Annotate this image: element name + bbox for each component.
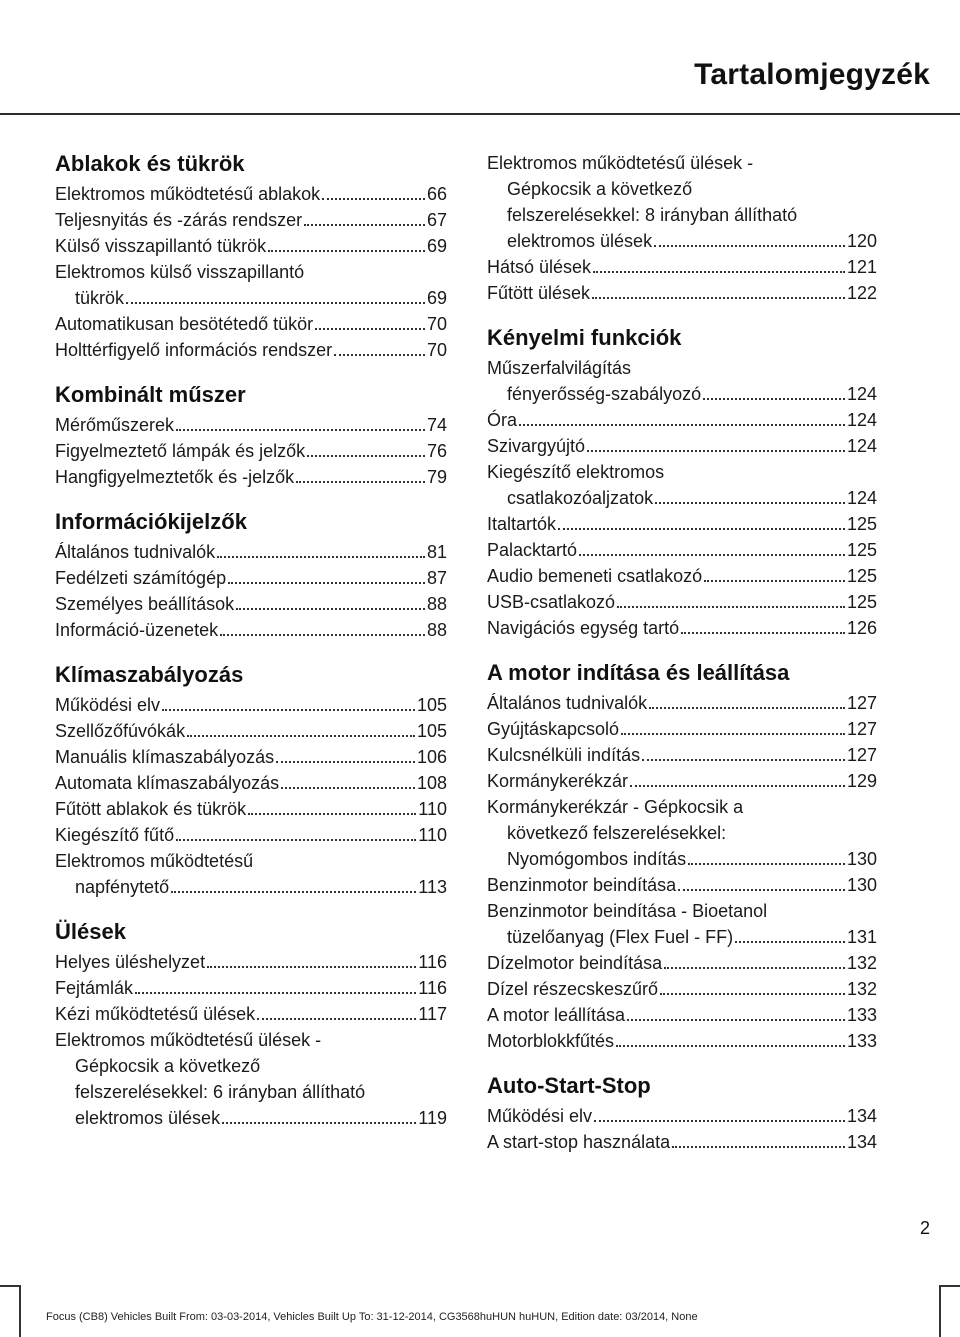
entry-title-line: Kulcsnélküli indítás — [487, 745, 641, 765]
toc-entry[interactable] — [487, 1103, 877, 1129]
toc-entry[interactable] — [487, 537, 877, 563]
toc-section — [55, 381, 447, 490]
entry-row — [55, 285, 447, 311]
entry-row — [487, 924, 877, 950]
entry-page-number: 70 — [426, 340, 447, 360]
dot-leader — [594, 1120, 845, 1122]
page-title: Tartalomjegyzék — [694, 58, 930, 91]
dot-leader — [228, 582, 425, 584]
entry-title-line: tüzelőanyag (Flex Fuel - FF) — [507, 927, 734, 947]
entry-title-line: Dízel részecskeszűrő — [487, 979, 659, 999]
entry-page-number: 124 — [846, 436, 877, 456]
dot-leader — [617, 606, 845, 608]
entry-page-number: 88 — [426, 620, 447, 640]
toc-entry[interactable] — [487, 459, 877, 511]
entry-row — [55, 412, 447, 438]
entry-title-line: Elektromos működtetésű ülések - — [487, 153, 754, 173]
entry-row — [487, 563, 877, 589]
entry-row — [55, 539, 447, 565]
entry-title-line: Benzinmotor beindítása - Bioetanol — [487, 901, 768, 921]
section-heading: Auto-Start-Stop — [487, 1073, 651, 1098]
entry-page-number: 74 — [426, 415, 447, 435]
dot-leader — [307, 455, 425, 457]
entry-title-line: Fedélzeti számítógép — [55, 568, 227, 588]
entry-row — [487, 716, 877, 742]
entry-page-number: 127 — [846, 719, 877, 739]
entry-title-line: Kiegészítő elektromos — [487, 462, 665, 482]
dot-leader — [276, 761, 415, 763]
dot-leader — [587, 450, 845, 452]
dot-leader — [630, 785, 845, 787]
entry-page-number: 105 — [416, 721, 447, 741]
toc-entry[interactable] — [487, 872, 877, 898]
dot-leader — [621, 733, 845, 735]
entry-page-number: 124 — [846, 384, 877, 404]
entry-page-number: 127 — [846, 693, 877, 713]
entry-page-number: 66 — [426, 184, 447, 204]
toc-entry[interactable] — [55, 796, 447, 822]
entry-title-line: Manuális klímaszabályozás — [55, 747, 275, 767]
entry-title-line: Személyes beállítások — [55, 594, 235, 614]
entry-title-line: Elektromos működtetésű — [55, 851, 254, 871]
section-heading: Kombinált műszer — [55, 382, 246, 407]
toc-entry[interactable] — [487, 150, 877, 254]
section-heading: Klímaszabályozás — [55, 662, 244, 687]
toc-section — [487, 659, 877, 1054]
section-heading: Ülések — [55, 919, 126, 944]
entry-title-line: Szivargyújtó — [487, 436, 586, 456]
entry-page-number: 124 — [846, 488, 877, 508]
entry-page-number: 125 — [846, 566, 877, 586]
toc-entry[interactable] — [487, 615, 877, 641]
toc-entry[interactable] — [55, 949, 447, 975]
entry-row — [55, 337, 447, 363]
entry-title-line: Működési elv — [55, 695, 161, 715]
entry-row — [55, 207, 447, 233]
entry-page-number: 124 — [846, 410, 877, 430]
dot-leader — [171, 891, 416, 893]
entry-title-line: A start-stop használata — [487, 1132, 671, 1152]
section-heading: Kényelmi funkciók — [487, 325, 682, 350]
toc-entry[interactable] — [487, 1028, 877, 1054]
entry-title-line: Dízelmotor beindítása — [487, 953, 663, 973]
entry-page-number: 116 — [418, 978, 447, 998]
entry-row — [55, 565, 447, 591]
entry-row — [487, 589, 877, 615]
dot-leader — [281, 787, 415, 789]
entry-title-line: Figyelmeztető lámpák és jelzők — [55, 441, 306, 461]
entry-page-number: 117 — [418, 1004, 447, 1024]
entry-page-number: 130 — [846, 875, 877, 895]
entry-row — [487, 690, 877, 716]
entry-row — [55, 770, 447, 796]
toc-entry[interactable] — [55, 259, 447, 311]
toc-entry[interactable] — [55, 311, 447, 337]
entry-row — [55, 438, 447, 464]
toc-column-right — [487, 150, 877, 1173]
entry-row — [487, 381, 877, 407]
toc-entry[interactable] — [55, 848, 447, 900]
entry-row — [487, 742, 877, 768]
toc-entry[interactable] — [55, 438, 447, 464]
entry-page-number: 110 — [418, 825, 447, 845]
toc-entry[interactable] — [55, 975, 447, 1001]
entry-title-line: napfénytető — [75, 877, 170, 897]
entry-page-number: 116 — [418, 952, 447, 972]
toc-entry[interactable] — [55, 565, 447, 591]
entry-title-line: Műszerfalvilágítás — [487, 358, 632, 378]
toc-entry[interactable] — [55, 539, 447, 565]
toc-entry[interactable] — [487, 716, 877, 742]
dot-leader — [579, 554, 845, 556]
entry-title-line: Gyújtáskapcsoló — [487, 719, 620, 739]
dot-leader — [649, 707, 845, 709]
entry-title-line: felszerelésekkel: 8 irányban állítható — [507, 205, 798, 225]
entry-row — [487, 976, 877, 1002]
dot-leader — [162, 709, 415, 711]
entry-page-number: 88 — [426, 594, 447, 614]
dot-leader — [296, 481, 425, 483]
entry-row — [55, 822, 447, 848]
toc-entry[interactable] — [55, 718, 447, 744]
entry-page-number: 133 — [846, 1031, 877, 1051]
toc-entry[interactable] — [487, 1002, 877, 1028]
dot-leader — [268, 250, 425, 252]
entry-title-line: elektromos ülések — [75, 1108, 221, 1128]
entry-page-number: 125 — [846, 592, 877, 612]
entry-row — [487, 537, 877, 563]
entry-page-number: 132 — [846, 979, 877, 999]
dot-leader — [678, 889, 845, 891]
entry-row — [487, 615, 877, 641]
entry-page-number: 113 — [418, 877, 447, 897]
toc-entry[interactable] — [487, 280, 877, 306]
entry-page-number: 81 — [426, 542, 447, 562]
dot-leader — [558, 528, 845, 530]
toc-entry[interactable] — [55, 617, 447, 643]
section-heading: Ablakok és tükrök — [55, 151, 245, 176]
entry-page-number: 134 — [846, 1106, 877, 1126]
crop-mark-left-vertical — [19, 1285, 21, 1337]
entry-title-line: Szellőzőfúvókák — [55, 721, 186, 741]
entry-title-line: Mérőműszerek — [55, 415, 175, 435]
entry-row — [55, 692, 447, 718]
toc-entry[interactable] — [55, 1027, 447, 1131]
entry-row — [55, 718, 447, 744]
entry-title-line: csatlakozóaljzatok — [507, 488, 654, 508]
dot-leader — [222, 1122, 416, 1124]
entry-title-line: Gépkocsik a következő — [507, 179, 693, 199]
crop-mark-left-horizontal — [0, 1285, 21, 1287]
footer-edition-info: Focus (CB8) Vehicles Built From: 03-03-2014, Vehicles Built Up To: 31-12-2014, CG3568huHUN huHUN, Edition date: 03/2014, None — [46, 1311, 698, 1323]
toc-entry[interactable] — [487, 898, 877, 950]
entry-row — [487, 950, 877, 976]
entry-row — [55, 591, 447, 617]
dot-leader — [135, 992, 416, 994]
entry-title-line: Kormánykerékzár - Gépkocsik a — [487, 797, 744, 817]
dot-leader — [257, 1018, 416, 1020]
dot-leader — [703, 398, 845, 400]
toc-entry[interactable] — [55, 822, 447, 848]
entry-row — [487, 407, 877, 433]
dot-leader — [207, 966, 416, 968]
entry-row — [55, 796, 447, 822]
toc-section — [55, 508, 447, 643]
dot-leader — [176, 839, 416, 841]
toc-entry[interactable] — [55, 337, 447, 363]
entry-page-number: 69 — [426, 236, 447, 256]
toc-entry[interactable] — [55, 464, 447, 490]
dot-leader — [660, 993, 845, 995]
toc-section — [487, 324, 877, 641]
dot-leader — [655, 502, 845, 504]
entry-page-number: 119 — [418, 1108, 447, 1128]
toc-section — [487, 150, 877, 306]
entry-title-line: Általános tudnivalók — [55, 542, 216, 562]
crop-mark-right-vertical — [939, 1285, 941, 1337]
entry-title-line: Elektromos működtetésű ablakok — [55, 184, 321, 204]
entry-page-number: 122 — [846, 283, 877, 303]
dot-leader — [642, 759, 845, 761]
entry-title-line: Hátsó ülések — [487, 257, 592, 277]
entry-title-line: Benzinmotor beindítása — [487, 875, 677, 895]
toc-section — [55, 918, 447, 1131]
entry-row — [487, 872, 877, 898]
entry-row — [55, 874, 447, 900]
entry-title-line: Kiegészítő fűtő — [55, 825, 175, 845]
toc-section — [55, 150, 447, 363]
entry-page-number: 69 — [426, 288, 447, 308]
entry-row — [55, 311, 447, 337]
toc-entry[interactable] — [487, 1129, 877, 1155]
dot-leader — [220, 634, 425, 636]
entry-row — [487, 254, 877, 280]
dot-leader — [592, 297, 845, 299]
entry-title-line: Navigációs egység tartó — [487, 618, 680, 638]
dot-leader — [654, 245, 845, 247]
entry-title-line: tükrök — [75, 288, 125, 308]
entry-page-number: 70 — [426, 314, 447, 334]
dot-leader — [176, 429, 425, 431]
entry-title-line: Motorblokkfűtés — [487, 1031, 615, 1051]
toc-entry[interactable] — [487, 355, 877, 407]
toc-column-left — [55, 150, 447, 1149]
dot-leader — [126, 302, 425, 304]
entry-title-line: Automata klímaszabályozás — [55, 773, 280, 793]
entry-title-line: Palacktartó — [487, 540, 578, 560]
entry-title-line: felszerelésekkel: 6 irányban állítható — [75, 1082, 366, 1102]
entry-page-number: 131 — [846, 927, 877, 947]
toc-entry[interactable] — [487, 690, 877, 716]
dot-leader — [681, 632, 845, 634]
dot-leader — [187, 735, 415, 737]
entry-page-number: 106 — [416, 747, 447, 767]
entry-title-line: USB-csatlakozó — [487, 592, 616, 612]
entry-page-number: 134 — [846, 1132, 877, 1152]
entry-page-number: 125 — [846, 514, 877, 534]
dot-leader — [236, 608, 425, 610]
entry-row — [55, 744, 447, 770]
toc-entry[interactable] — [55, 591, 447, 617]
entry-row — [487, 1028, 877, 1054]
entry-title-line: Audio bemeneti csatlakozó — [487, 566, 703, 586]
dot-leader — [217, 556, 425, 558]
toc-entry[interactable] — [55, 233, 447, 259]
entry-title-line: Automatikusan besötétedő tükör — [55, 314, 314, 334]
entry-page-number: 125 — [846, 540, 877, 560]
entry-page-number: 76 — [426, 441, 447, 461]
entry-title-line: Információ-üzenetek — [55, 620, 219, 640]
dot-leader — [519, 424, 845, 426]
toc-entry[interactable] — [487, 794, 877, 872]
entry-title-line: Kézi működtetésű ülések — [55, 1004, 256, 1024]
entry-title-line: Fűtött ablakok és tükrök — [55, 799, 247, 819]
entry-row — [487, 1129, 877, 1155]
toc-entry[interactable] — [55, 1001, 447, 1027]
entry-page-number: 127 — [846, 745, 877, 765]
entry-row — [487, 511, 877, 537]
toc-section — [55, 661, 447, 900]
entry-title-line: Italtartók — [487, 514, 557, 534]
entry-title-line: Teljesnyitás és -zárás rendszer — [55, 210, 303, 230]
toc-entry[interactable] — [487, 742, 877, 768]
dot-leader — [322, 198, 425, 200]
entry-page-number: 67 — [426, 210, 447, 230]
entry-title-line: Hangfigyelmeztetők és -jelzők — [55, 467, 295, 487]
entry-row — [55, 1001, 447, 1027]
entry-row — [487, 433, 877, 459]
entry-title-line: Elektromos külső visszapillantó — [55, 262, 305, 282]
entry-title-line: Elektromos működtetésű ülések - — [55, 1030, 322, 1050]
entry-title-line: Kormánykerékzár — [487, 771, 629, 791]
dot-leader — [672, 1146, 845, 1148]
section-heading: Információkijelzők — [55, 509, 247, 534]
dot-leader — [315, 328, 425, 330]
entry-title-line: Holttérfigyelő információs rendszer — [55, 340, 333, 360]
toc-entry[interactable] — [487, 407, 877, 433]
entry-page-number: 133 — [846, 1005, 877, 1025]
dot-leader — [627, 1019, 845, 1021]
dot-leader — [735, 941, 845, 943]
entry-page-number: 120 — [846, 231, 877, 251]
toc-entry[interactable] — [55, 692, 447, 718]
toc-section — [487, 1072, 877, 1155]
entry-row — [487, 768, 877, 794]
entry-page-number: 130 — [846, 849, 877, 869]
entry-page-number: 132 — [846, 953, 877, 973]
entry-page-number: 126 — [846, 618, 877, 638]
dot-leader — [664, 967, 845, 969]
entry-row — [55, 181, 447, 207]
toc-entry[interactable] — [487, 768, 877, 794]
entry-title-line: Működési elv — [487, 1106, 593, 1126]
entry-row — [487, 485, 877, 511]
toc-entry[interactable] — [487, 511, 877, 537]
entry-row — [487, 1103, 877, 1129]
entry-row — [487, 846, 877, 872]
entry-row — [487, 1002, 877, 1028]
entry-row — [55, 464, 447, 490]
dot-leader — [593, 271, 845, 273]
dot-leader — [616, 1045, 845, 1047]
entry-title-line: Külső visszapillantó tükrök — [55, 236, 267, 256]
entry-row — [55, 233, 447, 259]
entry-page-number: 105 — [416, 695, 447, 715]
entry-page-number: 79 — [426, 467, 447, 487]
entry-title-line: Óra — [487, 410, 518, 430]
section-heading: A motor indítása és leállítása — [487, 660, 790, 685]
toc-entry[interactable] — [55, 744, 447, 770]
entry-title-line: A motor leállítása — [487, 1005, 626, 1025]
entry-row — [55, 1105, 447, 1131]
toc-entry[interactable] — [55, 412, 447, 438]
entry-row — [487, 280, 877, 306]
toc-entry[interactable] — [55, 181, 447, 207]
toc-entry[interactable] — [487, 254, 877, 280]
entry-page-number: 108 — [416, 773, 447, 793]
dot-leader — [334, 354, 425, 356]
entry-title-line: Nyomógombos indítás — [507, 849, 687, 869]
entry-title-line: Gépkocsik a következő — [75, 1056, 261, 1076]
dot-leader — [304, 224, 425, 226]
entry-title-line: fényerősség-szabályozó — [507, 384, 702, 404]
toc-entry[interactable] — [55, 770, 447, 796]
dot-leader — [688, 863, 845, 865]
entry-page-number: 129 — [846, 771, 877, 791]
entry-title-line: következő felszerelésekkel: — [507, 823, 727, 843]
toc-entry[interactable] — [487, 976, 877, 1002]
entry-row — [55, 617, 447, 643]
title-divider — [0, 113, 960, 115]
entry-title-line: Fejtámlák — [55, 978, 134, 998]
toc-entry[interactable] — [487, 589, 877, 615]
entry-row — [55, 949, 447, 975]
page-number: 2 — [919, 1218, 930, 1238]
entry-title-line: elektromos ülések — [507, 231, 653, 251]
entry-row — [487, 228, 877, 254]
entry-page-number: 87 — [426, 568, 447, 588]
toc-entry[interactable] — [487, 433, 877, 459]
entry-title-line: Fűtött ülések — [487, 283, 591, 303]
entry-page-number: 121 — [846, 257, 877, 277]
dot-leader — [704, 580, 845, 582]
toc-entry[interactable] — [487, 563, 877, 589]
toc-entry[interactable] — [487, 950, 877, 976]
entry-title-line: Helyes üléshelyzet — [55, 952, 206, 972]
entry-title-line: Általános tudnivalók — [487, 693, 648, 713]
toc-entry[interactable] — [55, 207, 447, 233]
entry-page-number: 110 — [418, 799, 447, 819]
dot-leader — [248, 813, 416, 815]
entry-row — [55, 975, 447, 1001]
crop-mark-right-horizontal — [939, 1285, 960, 1287]
